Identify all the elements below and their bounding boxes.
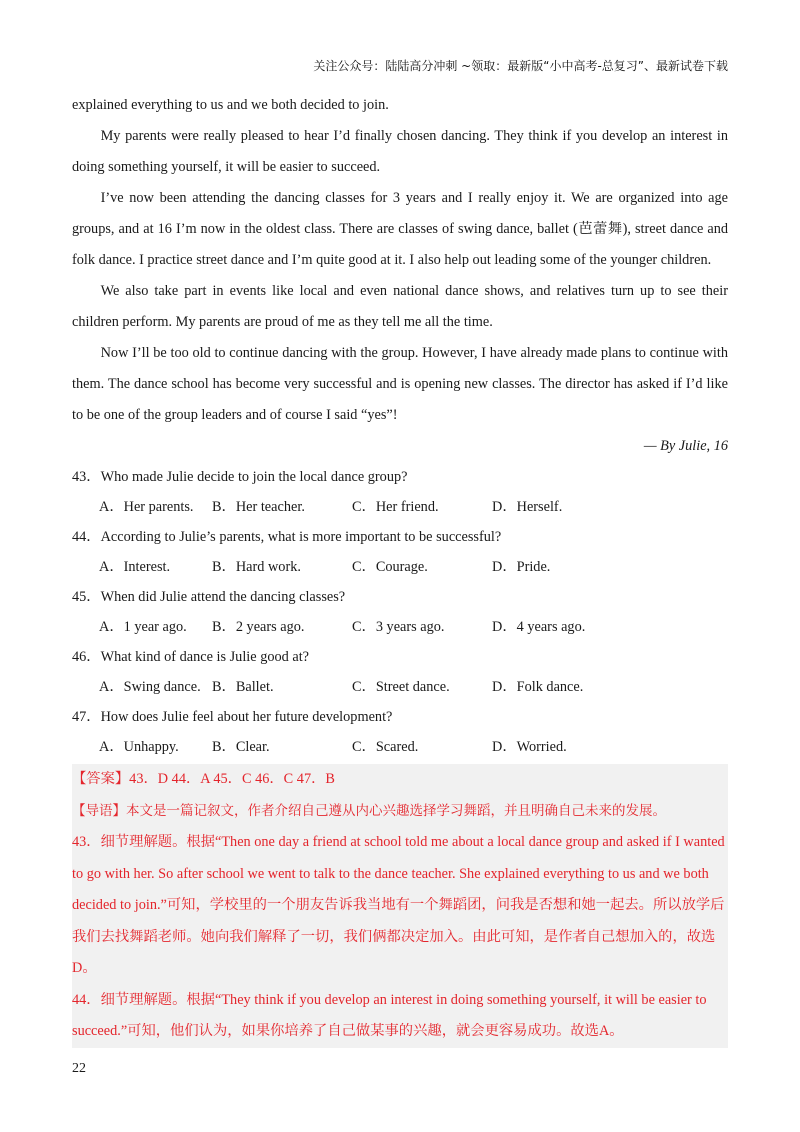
- option-d: D．4 years ago.: [492, 619, 586, 635]
- option-b: B．2 years ago.: [212, 619, 305, 635]
- option-a: A．Unhappy.: [99, 739, 179, 755]
- explanation-line: decided to join.”可知，学校里的一个朋友告诉我当地有一个舞蹈团，问我是否想和她一起去。所以放学后: [72, 897, 725, 913]
- question-stem: 43．Who made Julie decide to join the local dance group?: [72, 469, 408, 485]
- option-b: B．Her teacher.: [212, 499, 305, 515]
- question-44: [72, 522, 728, 582]
- option-b: B．Hard work.: [212, 559, 301, 575]
- explanation-line: D。: [72, 960, 97, 976]
- option-d: D．Worried.: [492, 739, 567, 755]
- option-c: C．Her friend.: [352, 499, 439, 515]
- option-d: D．Folk dance.: [492, 679, 584, 695]
- question-46: [72, 642, 728, 702]
- answer-key: 【答案】43．D 44．A 45．C 46．C 47．B: [72, 771, 335, 787]
- option-a: A．Interest.: [99, 559, 171, 575]
- answer-section: [72, 764, 728, 1048]
- passage-paragraph: Now I’ll be too old to continue dancing with the group. However, I have already made plans to continue with them. The dance school has become very successful and is opening new classes. The director has asked if I’d like to be one of the group leaders and of course I said “yes”!: [72, 345, 728, 423]
- question-stem: 47．How does Julie feel about her future development?: [72, 709, 393, 725]
- passage-paragraph: We also take part in events like local and even national dance shows, and relatives turn up to see their children perform. My parents are proud of me as they tell me all the time.: [72, 283, 728, 330]
- option-c: C．3 years ago.: [352, 619, 445, 635]
- page-content: [72, 90, 728, 1048]
- passage-signature: — By Julie, 16: [643, 438, 728, 454]
- option-c: C．Courage.: [352, 559, 428, 575]
- explanation-line: succeed.”可知，他们认为，如果你培养了自己做某事的兴趣，就会更容易成功。故选A。: [72, 1023, 624, 1039]
- option-row: [72, 732, 728, 762]
- explanation-line: 我们去找舞蹈老师。她向我们解释了一切，我们俩都决定加入。由此可知，是作者自己想加入的，故选: [72, 928, 716, 945]
- passage-paragraph: explained everything to us and we both decided to join.: [72, 97, 389, 113]
- question-stem: 45．When did Julie attend the dancing classes?: [72, 589, 346, 605]
- passage-paragraph: My parents were really pleased to hear I’d finally chosen dancing. They think if you develop an interest in doing something yourself, it will be easier to succeed.: [72, 128, 728, 175]
- option-c: C．Scared.: [352, 739, 419, 755]
- option-a: A．Her parents.: [99, 499, 194, 515]
- page-number: 22: [72, 1061, 86, 1076]
- option-d: D．Herself.: [492, 499, 563, 515]
- explanation-line: to go with her. So after school we went to talk to the dance teacher. She explained everything to us and we both: [72, 865, 709, 882]
- option-row: [72, 492, 728, 522]
- option-a: A．1 year ago.: [99, 619, 187, 635]
- option-d: D．Pride.: [492, 559, 551, 575]
- option-b: B．Ballet.: [212, 679, 274, 695]
- answer-guide: 【导语】本文是一篇记叙文，作者介绍自己遵从内心兴趣选择学习舞蹈，并且明确自己未来的发展。: [72, 802, 666, 819]
- option-row: [72, 552, 728, 582]
- question-43: [72, 462, 728, 522]
- question-47: [72, 702, 728, 762]
- option-row: [72, 672, 728, 702]
- question-stem: 46．What kind of dance is Julie good at?: [72, 649, 310, 665]
- explanation-line: 43．细节理解题。根据“Then one day a friend at school told me about a local dance group and asked if I wanted: [72, 834, 725, 850]
- option-a: A．Swing dance.: [99, 679, 201, 695]
- option-b: B．Clear.: [212, 739, 270, 755]
- option-c: C．Street dance.: [352, 679, 450, 695]
- option-row: [72, 612, 728, 642]
- question-stem: 44．According to Julie’s parents, what is more important to be successful?: [72, 529, 502, 545]
- passage-paragraph: I’ve now been attending the dancing classes for 3 years and I really enjoy it. We are organized into age groups, and at 16 I’m now in the oldest class. There are classes of swing dance, ballet (芭蕾舞), street dance and folk dance. I practice street dance and I’m quite good at it. I also help out leading some of the younger children.: [72, 190, 728, 268]
- explanation-line: 44．细节理解题。根据“They think if you develop an interest in doing something yourself, it will be easier to: [72, 991, 707, 1008]
- page-header: 关注公众号：陆陆高分冲刺 ~领取：最新版“小中高考-总复习”、最新试卷下载: [313, 59, 728, 73]
- question-45: [72, 582, 728, 642]
